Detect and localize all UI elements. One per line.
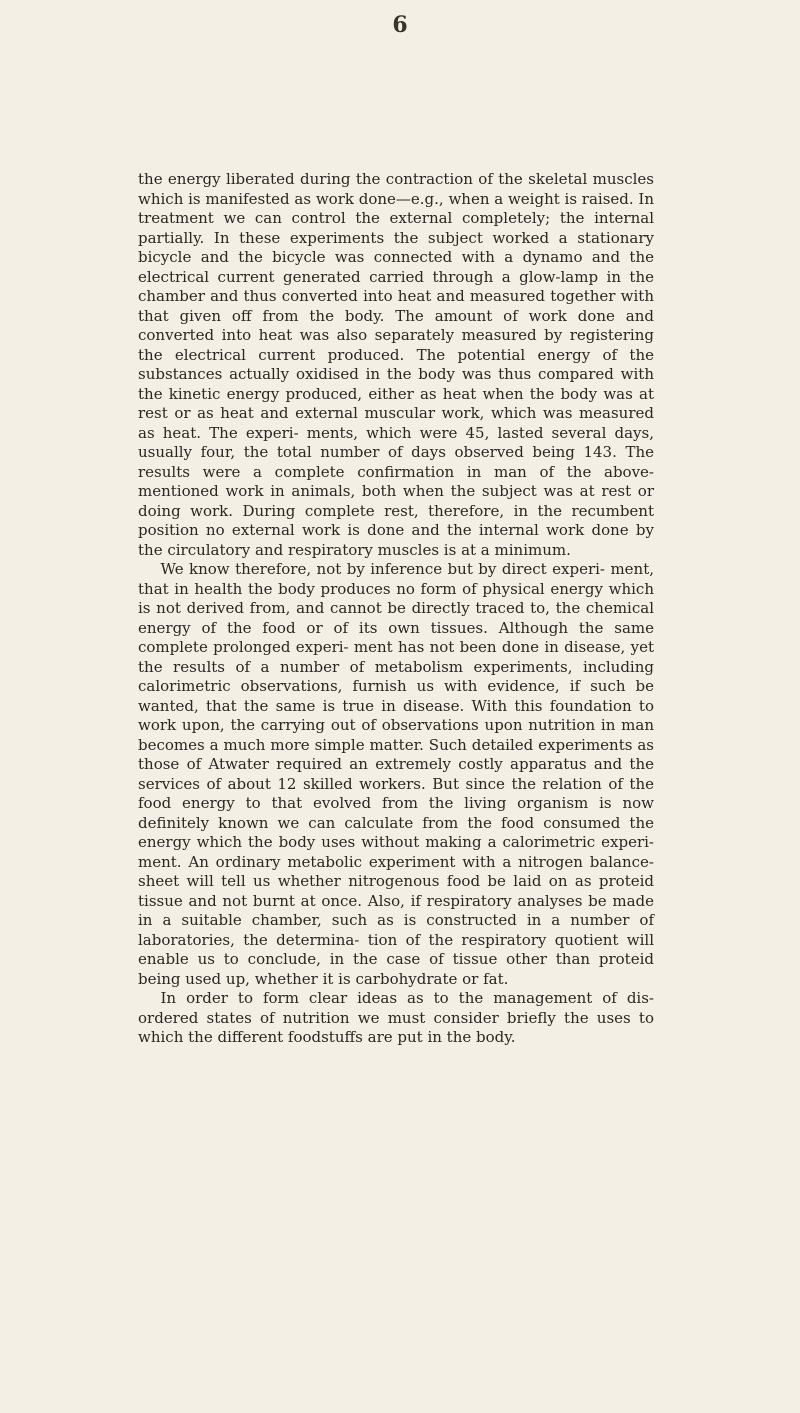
page-body: [138, 170, 654, 1048]
paragraph-1: the energy liberated during the contraction of the skeletal muscles which is manifested as work done—e.g., when a weight is raised. In treatment we can control the external completely; the internal partially. In these experiments the subject worked a stationary bicycle and the bicycle was connected with a dynamo and the electrical current generated carried through a glow-lamp in the chamber and thus converted into heat and measured together with that given off from the body. The amount of work done and converted into heat was also separately measured by registering the electrical current produced. The potential energy of the substances actually oxidised in the body was thus compared with the kinetic energy produced, either as heat when the body was at rest or as heat and external muscular work, which was measured as heat. The experi- ments, which were 45, lasted several days, usually four, the total number of days observed being 143. The results were a complete confirmation in man of the above-mentioned work in animals, both when the subject was at rest or doing work. During complete rest, therefore, in the recumbent position no external work is done and the internal work done by the circulatory and respiratory muscles is at a minimum.: [138, 170, 655, 559]
paragraph-3: In order to form clear ideas as to the management of dis- ordered states of nutrition we must consider briefly the uses to which the different foodstuffs are put in the body.: [138, 989, 654, 1046]
paragraph-2: We know therefore, not by inference but by direct experi- ment, that in health the body produces no form of physical energy which is not derived from, and cannot be directly traced to, the chemical energy of the food or of its own tissues. Although the same complete prolonged experi- ment has not been done in disease, yet the results of a number of metabolism experiments, including calorimetric observations, furnish us with evidence, if such be wanted, that the same is true in disease. With this foundation to work upon, the carrying out of observations upon nutrition in man becomes a much more simple matter. Such detailed experiments as those of Atwater required an extremely costly apparatus and the services of about 12 skilled workers. But since the relation of the food energy to that evolved from the living organism is now definitely known we can calculate from the food consumed the energy which the body uses without making a calorimetric experi- ment. An ordinary metabolic experiment with a nitrogen balance-sheet will tell us whether nitrogenous food be laid on as proteid tissue and not burnt at once. Also, if respiratory analyses be made in a suitable chamber, such as is constructed in a number of laboratories, the determina- tion of the respiratory quotient will enable us to conclude, in the case of tissue other than proteid being used up, whether it is carbohydrate or fat.: [138, 560, 654, 988]
page-number: 6: [392, 12, 408, 38]
